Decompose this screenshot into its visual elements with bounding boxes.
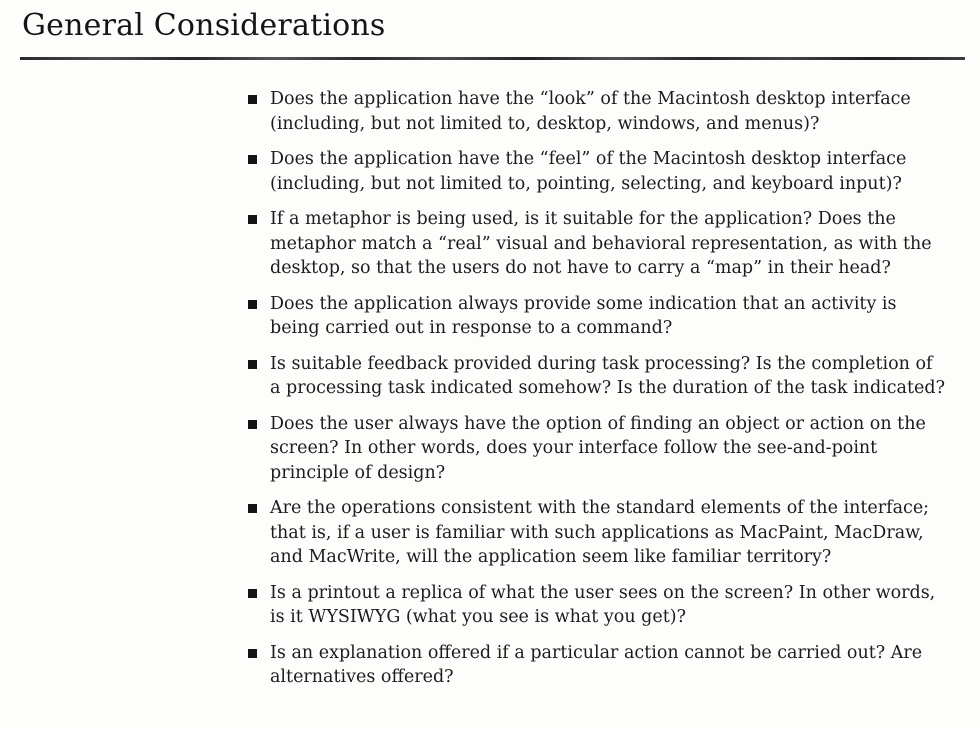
checklist-item <box>248 352 948 401</box>
bullet-square-icon <box>248 155 257 164</box>
bullet-square-icon <box>248 504 257 513</box>
bullet-square-icon <box>248 649 257 658</box>
bullet-square-icon <box>248 420 257 429</box>
checklist-item <box>248 496 948 570</box>
checklist-item-text: Is a printout a replica of what the user sees on the screen? In other words, is it WYSIWYG (what you see is what you get)? <box>270 582 936 627</box>
checklist-item-text: Does the application have the “look” of the Macintosh desktop interface (including, but not limited to, desktop, windows, and menus)? <box>270 89 911 134</box>
title-rule-divider <box>20 57 965 60</box>
checklist-item-text: Is suitable feedback provided during task processing? Is the completion of a processing task indicated somehow? Is the duration of the task indicated? <box>270 353 945 398</box>
checklist-content <box>248 87 948 701</box>
checklist-item <box>248 207 948 281</box>
checklist-item-text: Is an explanation offered if a particular action cannot be carried out? Are alternatives offered? <box>270 642 923 687</box>
checklist-item-text: Are the operations consistent with the standard elements of the interface; that is, if a user is familiar with such applications as MacPaint, MacDraw, and MacWrite, will the application seem like familiar territory? <box>270 498 930 567</box>
checklist-item <box>248 641 948 690</box>
checklist-item-text: Does the application always provide some indication that an activity is being carried out in response to a command? <box>270 293 897 338</box>
bullet-square-icon <box>248 95 257 104</box>
checklist-item <box>248 147 948 196</box>
considerations-checklist <box>248 87 948 690</box>
bullet-square-icon <box>248 589 257 598</box>
checklist-item <box>248 292 948 341</box>
checklist-item-text: Does the application have the “feel” of the Macintosh desktop interface (including, but not limited to, pointing, selecting, and keyboard input)? <box>270 149 907 194</box>
bullet-square-icon <box>248 360 257 369</box>
bullet-square-icon <box>248 300 257 309</box>
checklist-item-text: If a metaphor is being used, is it suitable for the application? Does the metaphor match a “real” visual and behavioral representation, as with the desktop, so that the users do not have to carry a “map” in their head? <box>270 209 932 278</box>
page-title: General Considerations <box>22 8 386 43</box>
checklist-item-text: Does the user always have the option of finding an object or action on the screen? In other words, does your interface follow the see-and-point principle of design? <box>270 413 926 483</box>
checklist-item <box>248 412 948 486</box>
bullet-square-icon <box>248 215 257 224</box>
checklist-item <box>248 87 948 136</box>
checklist-item <box>248 581 948 630</box>
